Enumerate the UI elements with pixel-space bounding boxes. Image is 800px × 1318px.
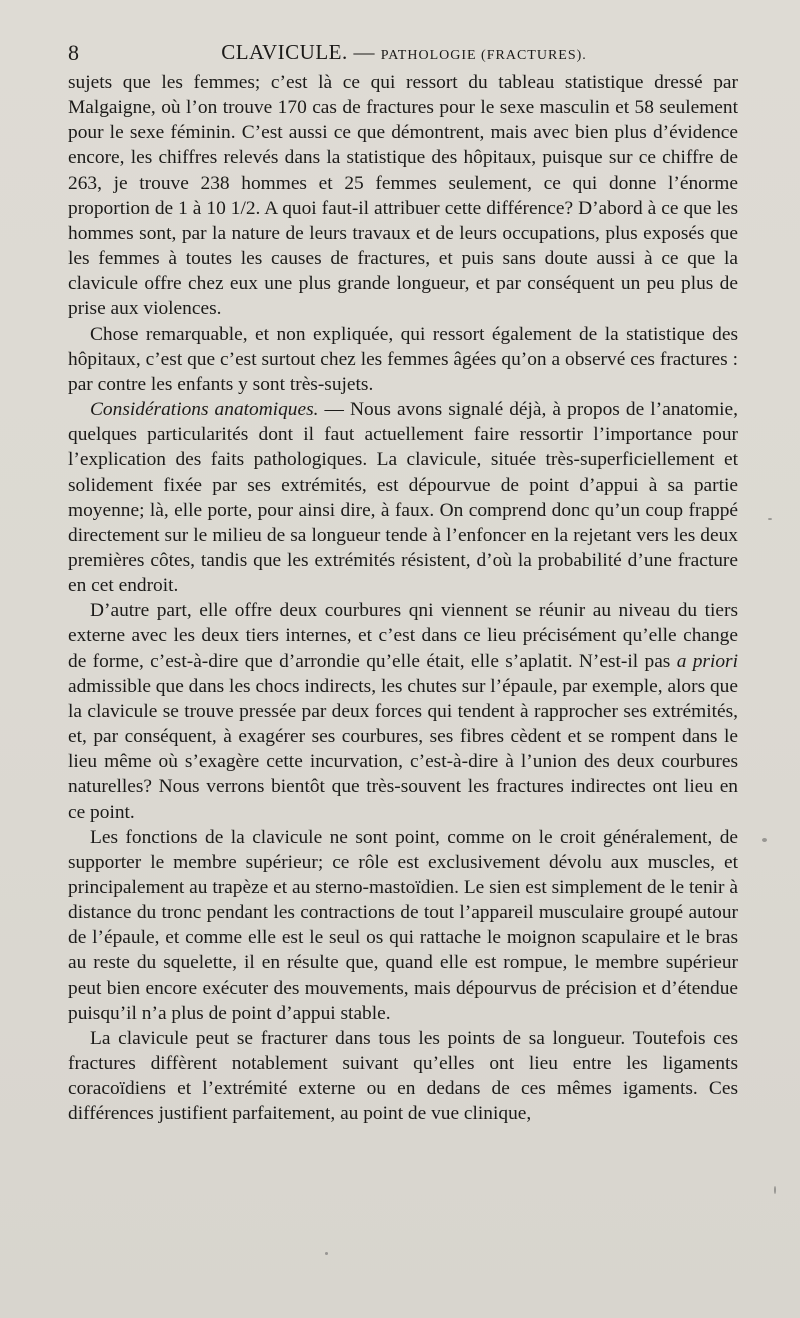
paragraph-text: admissible que dans les chocs indirects, les chutes sur l’épaule, par exemple, alors que la clavicule se trouve pressée par deux forces qui tendent à rapprocher ses extrémités, et, par conséquent, à exagérer ses courbures, ses fibres cèdent et se rompent dans le lieu même où s’exagère cette incurvation, c’est-à-dire à l’union des deux courbures naturelles? Nous verrons bientôt que très-souvent les fractures indirectes ont lieu en ce point. — [68, 675, 738, 823]
paragraph-text: D’autre part, elle offre deux courbures qni viennent se réunir au niveau du tiers externe avec les deux tiers internes, et c’est dans ce lieu précisément qu’elle change de forme, c’est-à-dire que d’arrondie qu’elle était, elle s’aplatit. N’est-il pas — [68, 600, 738, 672]
paragraph-6 — [68, 1026, 738, 1127]
body-text — [68, 70, 738, 1127]
paragraph-1 — [68, 70, 738, 322]
paragraph-2 — [68, 322, 738, 397]
paragraph-text: Les fonctions de la clavicule ne sont point, comme on le croit généralement, de supporter le membre supérieur; ce rôle est exclusivement dévolu aux muscles, et principalement au trapèze et au sterno-mastoïdien. Le sien est simplement de le tenir à distance du tronc pendant les contractions de tout l’appareil musculaire groupé autour de l’épaule, et comme elle est le seul os qui rattache le moignon scapulaire et le bras au reste du squelette, il en résulte que, quand elle est rompue, le membre supérieur peut bien encore exécuter des mouvements, mais dépourvus de précision et d’étendue puisqu’il n’a plus de point d’appui stable. — [68, 826, 738, 1024]
paragraph-text: La clavicule peut se fracturer dans tous les points de sa longueur. Toutefois ces fractures diffèrent notablement suivant qu’elles ont lieu entre les ligaments coracoïdiens et l’extrémité externe ou en dedans de ces mêmes igaments. Ces différences justifient parfaitement, au point de vue clinique, — [68, 1027, 738, 1125]
paragraph-text: — Nous avons signalé déjà, à propos de l’anatomie, quelques particularités dont il faut actuellement faire ressortir l’importance pour l’explication des faits pathologiques. La clavicule, située très-superficiellement et solidement fixée par ses extrémités, est dépourvue de point d’appui à sa partie moyenne; là, elle porte, pour ainsi dire, à faux. On comprend donc qu’un coup frappé directement sur le milieu de sa longueur tende à l’enfoncer en la rejetant vers les deux premières côtes, tandis que les extrémités résistent, d’où la probabilité d’une fracture en cet endroit. — [68, 399, 739, 597]
italic-phrase: a priori — [676, 650, 738, 672]
paper-speck — [325, 1252, 328, 1255]
running-head — [68, 36, 740, 70]
running-title-dash: — — [353, 40, 375, 64]
paragraph-text: sujets que les femmes; c’est là ce qui ressort du tableau statistique dressé par Malgaigne, où l’on trouve 170 cas de fractures pour le sexe masculin et 58 seulement pour le sexe féminin. C’est aussi ce que démontrent, mais avec bien plus d’évidence encore, les chiffres relevés dans la statistique des hôpitaux, puisque sur ce chiffre de 263, je trouve 238 hommes et 25 femmes seulement, ce qui donne l’énorme proportion de 1 à 10 1/2. A quoi faut-il attribuer cette différence? D’abord à ce que les hommes sont, par la nature de leurs travaux et de leurs occupations, plus exposés que les femmes à toutes les causes de fractures, et puis sans doute aussi à ce que la clavicule offre chez eux une plus grande longueur, et par conséquent un peu plus de prise aux violences. — [68, 72, 738, 320]
paper-speck — [768, 518, 772, 520]
paper-speck — [762, 838, 767, 842]
paragraph-3 — [68, 397, 738, 598]
running-title-main: CLAVICULE. — [221, 40, 348, 64]
page-number: 8 — [68, 40, 79, 65]
running-title — [68, 40, 740, 65]
running-title-sub: PATHOLOGIE (FRACTURES). — [380, 48, 587, 63]
paragraph-text: Chose remarquable, et non expliquée, qui ressort également de la statistique des hôpitaux, c’est que c’est surtout chez les femmes âgées qu’on a observé ces fractures : par contre les enfants y sont très-sujets. — [68, 323, 738, 395]
paragraph-5 — [68, 825, 738, 1026]
paragraph-4 — [68, 598, 738, 824]
paper-speck — [774, 1186, 776, 1194]
section-heading-italic: Considérations anatomiques. — [90, 399, 319, 421]
